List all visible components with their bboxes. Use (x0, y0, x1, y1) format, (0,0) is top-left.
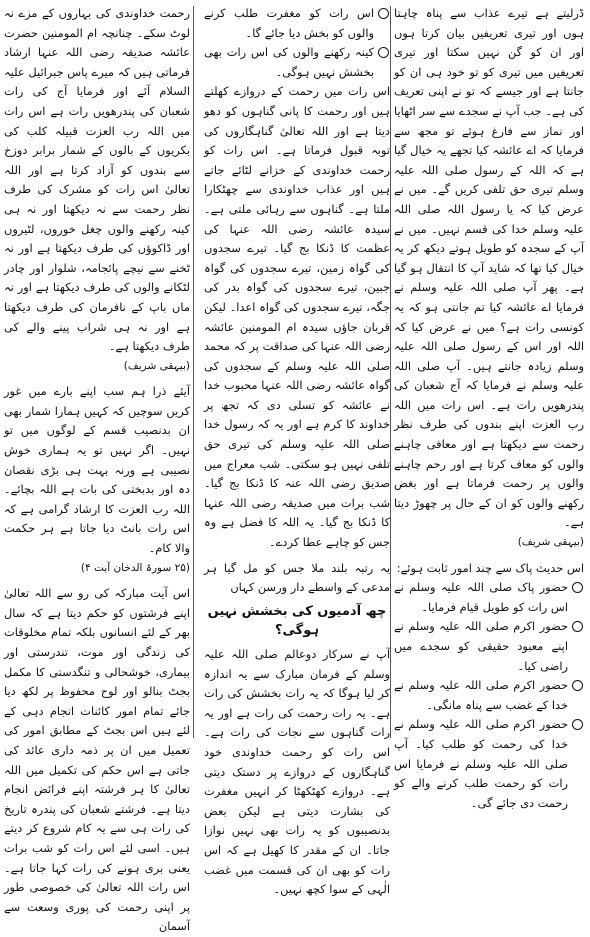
reference: (۲۵ سورۃ الدخان آیت ۴) (80, 561, 190, 574)
paragraph: ڈرلیتے ہے تیرے عذاب سے پناہ چاہتا ہوں اور تیری تعریفیں بیان کرتا ہوں اور ان کو گن نہیں سکتا اور تیری تعریفیں میں تیری کو تو خود ہی ان کو جانتا ہے اور جیسے کہ تو نے اپنی تعریف کی ہے۔ جب آپ نے سجدے سے سر اٹھایا اور نماز سے فارغ ہوئے تو مجھ سے فرمایا کہ اے عائشہ کیا تجھے یہ خیال گیا ہے کہ اللہ کے رسول صلی اللہ علیہ وسلم تیری حق تلفی کریں گے۔ میں نے عرض کیا کہ یا رسول اللہ صلی اللہ علیہ وسلم خدا کی قسم نہیں۔ میں نے آپ کے سجدہ کو طویل ہوتے دیکھ کر یہ خیال کیا تھا کہ شاید آپ کا انتقال ہو گیا ہے۔ پھر آپ صلی اللہ علیہ وسلم نے فرمایا اے عائشہ کیا تم جانتی ہو کہ یہ کونسی رات ہے؟ میں نے عرض کیا کہ اللہ اور اس کے رسول صلی اللہ علیہ وسلم زیادہ جانتے ہیں۔ آپ صلی اللہ علیہ وسلم نے فرمایا کہ آج شعبان کی پندرھویں رات ہے۔ اس رات میں اللہ رب العزت اپنے بندوں کی طرف نظر رحمت سے دیکھتا ہے اور معافی چاہنے والوں کو معاف کرتا ہے اور رحم چاہنے والوں پر رحمت فرماتا ہے اور بغض رکھنے والوں کو ان کے حال پر چھوڑ دیتا ہے۔ (394, 6, 584, 530)
left-column (4, 4, 190, 934)
bullet-item: کینہ رکھنے والوں کی اس رات بھی بخشش نہیں ہوگی۔ (204, 43, 390, 82)
bullet-item: اس رات کو مغفرت طلب کرنے والوں کو بخش دیا جائے گا۔ (204, 4, 390, 43)
right-column (394, 4, 584, 810)
bullet-intro: اس حدیث پاک سے چند امور ثابت ہوئے: (396, 560, 584, 575)
reference: (بیہقی شریف) (123, 359, 190, 372)
paragraph: رحمت خداوندی کی بہاروں کے مزے نہ لوٹ سکے۔ چنانچہ ام المومنین حضرت عائشہ صدیقہ رضی اللہ عنہا ارشاد فرماتی ہیں کہ میرے پاس جبرائیل علیہ السلام آئے اور فرمایا آج کی رات شعبان کی پندرھویں رات ہے اس رات میں اللہ رب العزت قبیلہ کلب کی بکریوں کے بالوں کے شمار برابر دوزخ سے بندوں کو آزاد کرتا ہے اور اللہ تعالیٰ اس رات کو مشرک کی طرف نظر رحمت سے نہ دیکھتا اور نہ ہی کینہ رکھنے والوں چغل خوروں، لٹیروں اور ڈاکوؤں کی طرف دیکھتا ہے اور نہ ٹخنے سے نیچے پائجامہ، شلوار اور چادر لٹکانے والوں کی طرف دیکھتا ہے اور نہ ماں باپ کے نافرمان کی طرف دیکھتا ہے اور نہ ہی شراب پینے والے کی طرف دیکھتا ہے۔ (4, 6, 190, 354)
bullet-list (204, 4, 390, 82)
section-heading: چھ آدمیوں کی بخشش نہیں ہوگی؟ (207, 603, 387, 639)
paragraph: اس رات میں رحمت کے دروازے کھلتے ہیں اور رحمت کا پانی گناہوں کو دھو دیتا ہے اور اللہ تعالیٰ گناہگاروں کی توبہ قبول فرماتا ہے۔ اس رات کو رحمت خداوندی کے خزانے لٹائے جاتے ہیں اور عذاب خداوندی سے چھٹکارا ملتا ہے۔ گناہوں سے رہائی ملتی ہے۔ سیدہ عائشہ رضی اللہ عنہا کی عظمت کا ڈنکا بج گیا۔ تیرے سجدوں کی گواہ زمین، تیرے سجدوں کی گواہ جبین، تیرے سجدوں کی گواہ بدر کی جگہ، تیرے سجدوں کی گواہ اعدا۔ لیکن قربان جاؤں سیدہ ام المومنین عائشہ رضی اللہ عنہا کی صداقت پر کہ محمد صلی اللہ علیہ وسلم کے سجدوں کی گواہ عائشہ رضی اللہ عنہا محبوب خدا نے عائشہ کو تسلی دی کہ تجھ پر خداوند کا کرم ہے اور یہ کہ رسول خدا صلی اللہ علیہ وسلم کی تیری حق تلفی نہیں ہو سکتی۔ شب معراج میں صدیق رضی اللہ عنہ کا ڈنکا بج گیا۔ شب برات میں صدیقہ رضی اللہ عنہا کا ڈنکا بج گیا۔ یہ اللہ کا فضل ہے وہ جس کو چاہے عطا کردے۔ (204, 84, 390, 550)
bullet-item: حضور پاک صلی اللہ علیہ وسلم نے اس رات کو طویل قیام فرمایا۔ (394, 578, 584, 617)
bullet-item: حضور اکرم صلی اللہ علیہ وسلم نے خدا کے غضب سے پناہ مانگی۔ (394, 676, 584, 715)
bullet-list (394, 578, 584, 813)
middle-column (204, 4, 390, 897)
column-divider-left (193, 6, 194, 738)
paragraph: اس آیت مبارکہ کی رو سے اللہ تعالیٰ اپنے فرشتوں کو حکم دیتا ہے کہ سال بھر کے لئے انسانوں بلکہ تمام مخلوقات کی زندگی اور موت، تندرستی اور بیماری، خوشحالی و تنگدستی کا مکمل بجٹ بنالو اور لوح محفوظ پر لکھ دیا جائے تمام امور کائنات انجام دہی کے لئے ہیں اس بجٹ کے مطابق امور کی تعمیل میں ان پر ذمہ داری عائد کی جاتی ہے اس حکم کی تکمیل میں اللہ تعالیٰ کا ہر فرشتہ اپنے فرائض انجام دیتا ہے۔ فرشتے شعبان کی پندرہ تاریخ کی رات ہی سے یہ کام شروع کر دیتے ہیں۔ اسی لئے اس رات کو شب برات یعنی بری ہونے کی رات کہا جاتا ہے۔ اس رات اللہ تعالیٰ کی خصوصی طور پر اپنی رحمت کی پوری وسعت سے آسمان (4, 586, 190, 934)
bullet-item: حضور اکرم صلی اللہ علیہ وسلم نے اپنے معبود حقیقی کو سجدے میں راضی کیا۔ (394, 617, 584, 676)
bullet-item: حضور اکرم صلی اللہ علیہ وسلم نے خدا کی رحمت کو طلب کیا۔ آپ صلی اللہ علیہ وسلم نے فرمایا اس رات کو رحمت طلب کرنے والے کو رحمت دی جائے گی۔ (394, 715, 584, 813)
paragraph: آپ نے سرکار دوعالم صلی اللہ علیہ وسلم کے فرمان مبارک سے یہ اندازہ کر لیا ہوگا کہ یہ رات بخشش کی رات ہے۔ یہ رات رحمت کی رات ہے اور یہ رات گناہوں سے نجات کی رات ہے۔ اس رات کو رحمت خداوندی خود گناہگاروں کے دروازے پر دستک دیتی ہے۔ دروازے کھٹکھٹا کر انہیں مغفرت کی بشارت دیتی ہے لیکن بعض بدنصیبوں کو یہ رات بھی نہیں نوازا جاتا۔ ان کے مقدر کا کھیل ہے کہ اس رات کو بھی ان کی قسمت میں غضب الٰہی کے سوا کچھ نہیں۔ (204, 647, 390, 897)
paragraph: آیئے ذرا ہم سب اپنے بارے میں غور کریں سوچیں کہ کہیں ہمارا شمار بھی ان بدنصیب قسم کے لوگوں میں تو نہیں۔ اگر نہیں تو یہ ہماری خوش نصیبی ہے ورنہ بہت ہی بڑی نقصان دہ اور بدبختی کی بات ہے اللہ بچائے۔ اللہ رب العزت کا ارشاد گرامی ہے کہ اس رات بانٹ دیا جاتا ہے ہر حکمت والا کام۔ (4, 384, 190, 556)
column-divider-right (390, 6, 391, 738)
verse: یہ رتبہ بلند ملا جس کو مل گیا ہر مدعی کے واسطے دار ورسن کہاں (204, 560, 390, 595)
reference: (بیہقی شریف) (517, 536, 584, 549)
